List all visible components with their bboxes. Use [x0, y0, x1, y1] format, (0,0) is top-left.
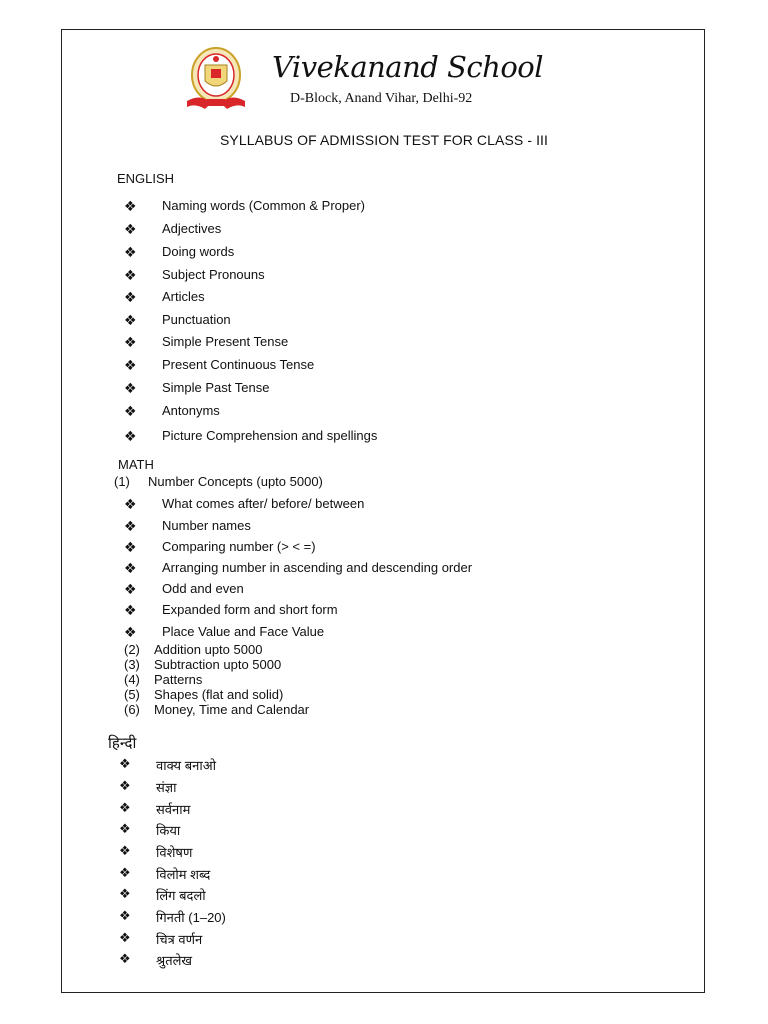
math-numbered-item-label: Patterns	[154, 672, 203, 687]
hindi-item: लिंग बदलो	[156, 888, 206, 903]
math-numbered-item-number: (4)	[124, 672, 140, 687]
math-heading: MATH	[118, 457, 154, 472]
english-item: Simple Present Tense	[162, 334, 289, 349]
hindi-item: चित्र वर्णन	[156, 932, 203, 947]
math-sub-bullet-icon: ❖	[124, 624, 137, 640]
hindi-bullet-icon: ❖	[119, 908, 131, 923]
math-numbered-item	[124, 642, 262, 657]
math-numbered-item-label: Subtraction upto 5000	[154, 657, 282, 672]
english-item: Subject Pronouns	[162, 267, 265, 282]
hindi-heading: हिन्दी	[108, 735, 137, 752]
math-sub-item: What comes after/ before/ between	[162, 496, 365, 511]
english-bullet-icon: ❖	[124, 267, 137, 283]
math-numbered-item-label: Addition upto 5000	[154, 642, 263, 657]
hindi-bullet-icon: ❖	[119, 843, 131, 858]
math-numbered-item-number: (5)	[124, 687, 140, 702]
english-item: Doing words	[162, 244, 235, 259]
math-sub-bullet-icon: ❖	[124, 496, 137, 512]
english-item: Articles	[162, 289, 205, 304]
hindi-bullet-icon: ❖	[119, 951, 131, 966]
math-sub-bullet-icon: ❖	[124, 581, 137, 597]
hindi-item: गिनती (1–20)	[156, 910, 226, 925]
english-bullet-icon: ❖	[124, 403, 137, 419]
math-section-1	[114, 474, 323, 489]
english-bullet-icon: ❖	[124, 312, 137, 328]
math-numbered-item	[124, 672, 202, 687]
math-sub-bullet-icon: ❖	[124, 539, 137, 555]
hindi-item: वाक्य बनाओ	[156, 758, 217, 773]
math-sub-bullet-icon: ❖	[124, 602, 137, 618]
english-bullet-icon: ❖	[124, 289, 137, 305]
math-numbered-item-number: (2)	[124, 642, 140, 657]
math-numbered-item	[124, 687, 283, 702]
math-sub-item: Comparing number (> < =)	[162, 539, 316, 554]
hindi-item: संज्ञा	[156, 780, 177, 795]
english-bullet-icon: ❖	[124, 244, 137, 260]
english-item: Present Continuous Tense	[162, 357, 315, 372]
math-numbered-item	[124, 657, 281, 672]
math-sub-item: Place Value and Face Value	[162, 624, 325, 639]
math-section-1-label: Number Concepts (upto 5000)	[148, 474, 323, 489]
math-numbered-item	[124, 702, 309, 717]
english-item: Naming words (Common & Proper)	[162, 198, 366, 213]
document-title: SYLLABUS OF ADMISSION TEST FOR CLASS - III	[219, 132, 549, 148]
math-sub-bullet-icon: ❖	[124, 560, 137, 576]
math-section-1-number: (1)	[114, 474, 130, 489]
english-bullet-icon: ❖	[124, 334, 137, 350]
hindi-item: किया	[156, 823, 181, 838]
english-item: Punctuation	[162, 312, 231, 327]
hindi-bullet-icon: ❖	[119, 821, 131, 836]
hindi-bullet-icon: ❖	[119, 886, 131, 901]
math-numbered-item-label: Shapes (flat and solid)	[154, 687, 284, 702]
school-crest-logo	[183, 45, 249, 113]
english-bullet-icon: ❖	[124, 357, 137, 373]
math-sub-bullet-icon: ❖	[124, 518, 137, 534]
english-item: Antonyms	[162, 403, 220, 418]
math-sub-item: Arranging number in ascending and descending order	[162, 560, 473, 575]
hindi-bullet-icon: ❖	[119, 930, 131, 945]
hindi-bullet-icon: ❖	[119, 756, 131, 771]
math-sub-item: Odd and even	[162, 581, 244, 596]
school-name: Vivekanand School	[272, 50, 544, 84]
english-bullet-icon: ❖	[124, 198, 137, 214]
math-numbered-item-number: (6)	[124, 702, 140, 717]
hindi-item: विशेषण	[156, 845, 193, 860]
hindi-bullet-icon: ❖	[119, 778, 131, 793]
hindi-item: विलोम शब्द	[156, 867, 211, 882]
english-item: Picture Comprehension and spellings	[162, 428, 378, 443]
english-item: Adjectives	[162, 221, 222, 236]
hindi-bullet-icon: ❖	[119, 800, 131, 815]
english-item: Simple Past Tense	[162, 380, 270, 395]
english-heading: ENGLISH	[117, 171, 175, 186]
english-bullet-icon: ❖	[124, 428, 137, 444]
math-sub-item: Expanded form and short form	[162, 602, 338, 617]
hindi-bullet-icon: ❖	[119, 865, 131, 880]
english-bullet-icon: ❖	[124, 380, 137, 396]
hindi-item: श्रुतलेख	[156, 953, 193, 968]
school-address: D-Block, Anand Vihar, Delhi-92	[290, 91, 473, 106]
math-numbered-item-number: (3)	[124, 657, 140, 672]
english-bullet-icon: ❖	[124, 221, 137, 237]
math-sub-item: Number names	[162, 518, 251, 533]
math-numbered-item-label: Money, Time and Calendar	[154, 702, 310, 717]
hindi-item: सर्वनाम	[156, 802, 191, 817]
